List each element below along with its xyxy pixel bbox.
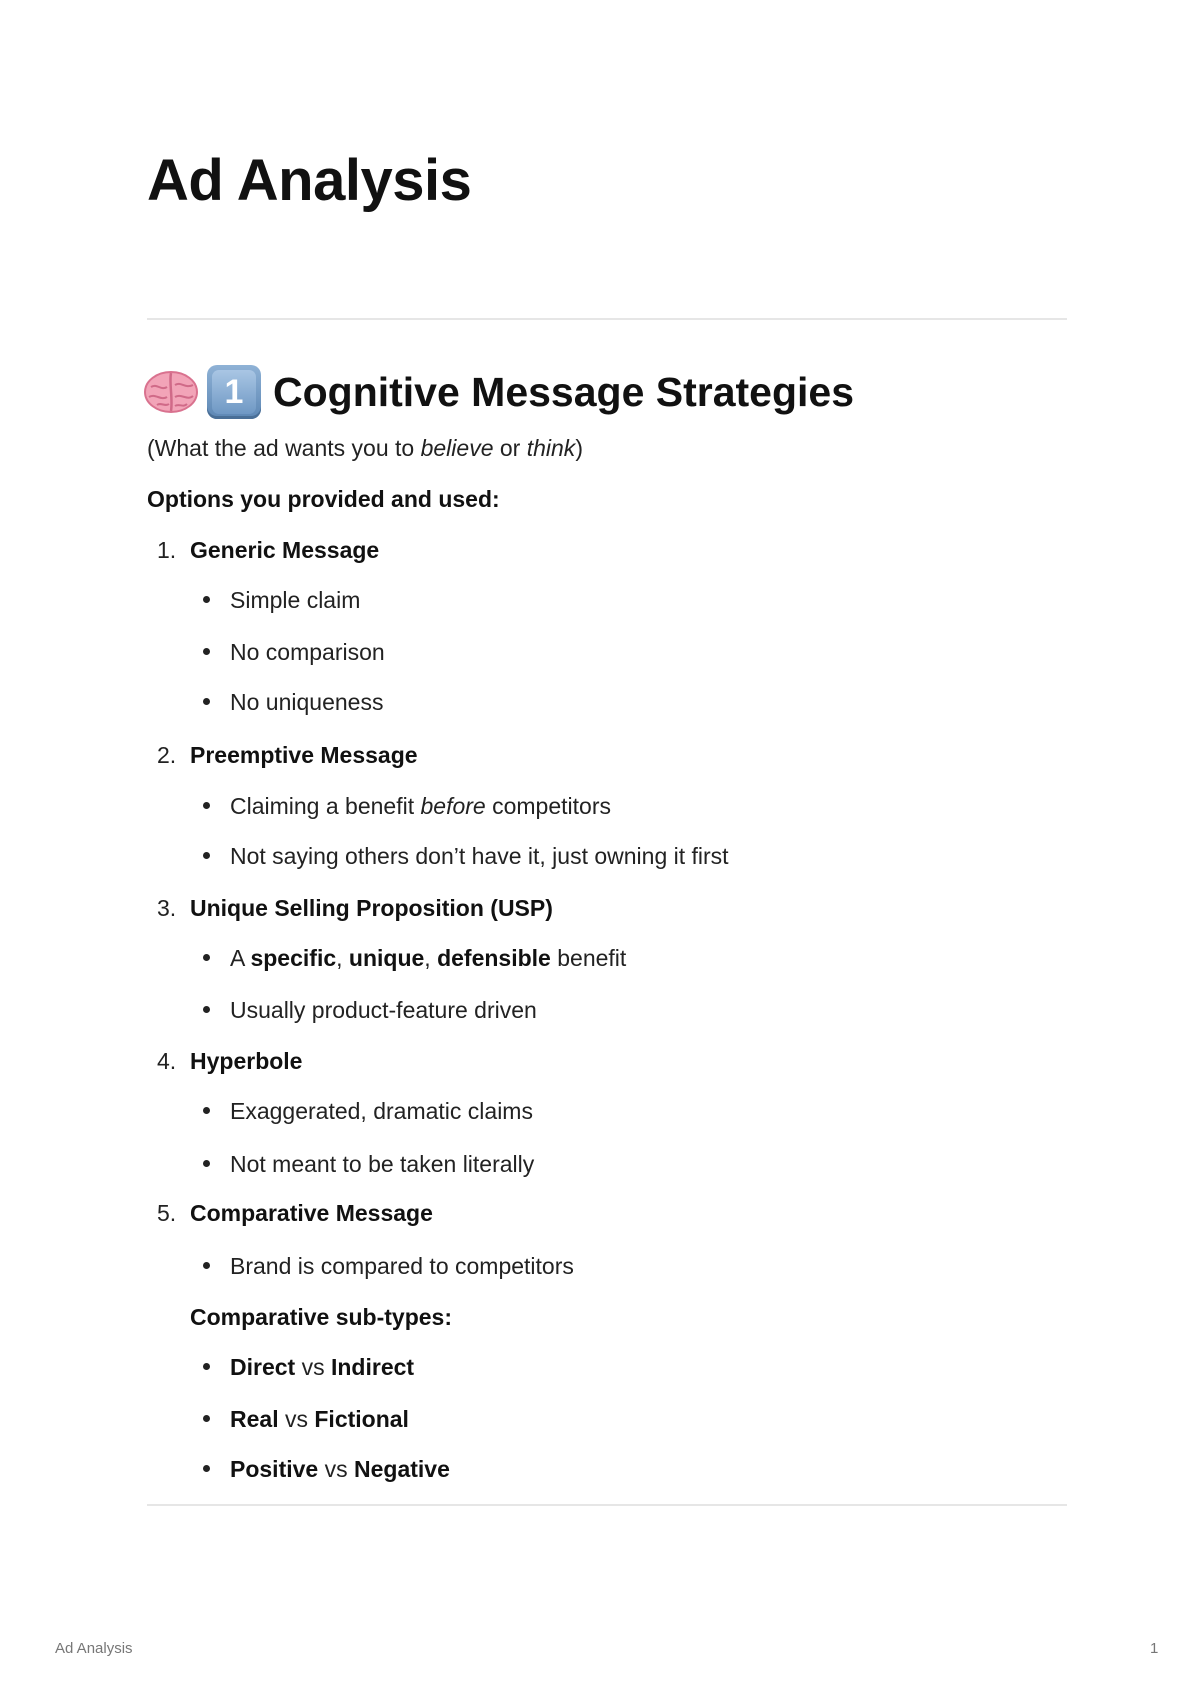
bullet-item: No comparison (203, 639, 385, 666)
section-heading (143, 364, 854, 420)
divider (147, 318, 1067, 320)
bullet-item: Exaggerated, dramatic claims (203, 1098, 533, 1125)
list-item: 1. Generic Message (157, 537, 380, 563)
bullet-item: Positive vs Negative (203, 1456, 450, 1483)
sub-heading: Comparative sub-types: (190, 1304, 453, 1330)
divider (147, 1504, 1067, 1506)
list-item: 2. Preemptive Message (157, 742, 418, 768)
page-title: Ad Analysis (147, 148, 472, 213)
list-item: 4. Hyperbole (157, 1048, 303, 1074)
section-heading-text: Cognitive Message Strategies (273, 368, 855, 415)
footer-title: Ad Analysis (55, 1640, 133, 1657)
bullet-item: Direct vs Indirect (203, 1354, 414, 1381)
brain-icon (143, 369, 199, 415)
keycap-one-icon: 1 (207, 365, 261, 419)
options-heading: Options you provided and used: (147, 486, 500, 512)
bullet-item: Claiming a benefit before competitors (203, 793, 611, 820)
bullet-item: Simple claim (203, 587, 360, 614)
list-item: 3. Unique Selling Proposition (USP) (157, 895, 553, 921)
bullet-item: Not saying others don’t have it, just owning it first (203, 843, 729, 870)
bullet-item: Brand is compared to competitors (203, 1253, 574, 1280)
bullet-item: No uniqueness (203, 689, 383, 716)
page-number: 1 (1150, 1640, 1159, 1657)
bullet-item: Not meant to be taken literally (203, 1151, 534, 1178)
section-subtitle: (What the ad wants you to believe or think) (147, 435, 583, 461)
bullet-item: Usually product-feature driven (203, 997, 537, 1024)
list-item: 5. Comparative Message (157, 1200, 433, 1226)
bullet-item: A specific, unique, defensible benefit (203, 945, 626, 972)
bullet-item: Real vs Fictional (203, 1406, 409, 1433)
